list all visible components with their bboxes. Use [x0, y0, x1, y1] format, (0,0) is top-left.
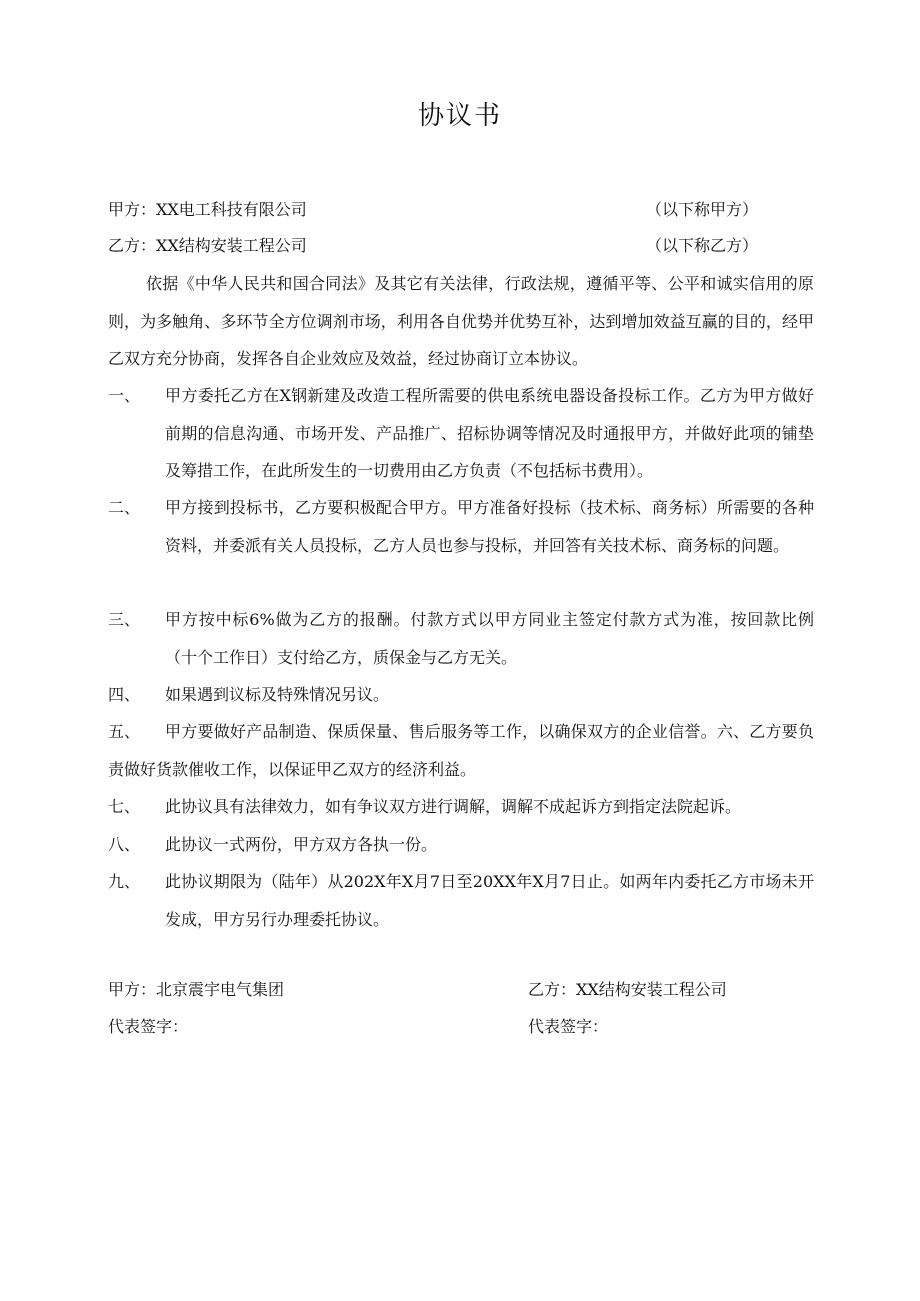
clause-5 — [108, 713, 814, 788]
signature-party-a: 甲方：北京震宇电气集团 — [108, 980, 285, 999]
clause-number: 四、 — [108, 685, 141, 704]
signature-party-b: 乙方：XX结构安装工程公司 — [528, 980, 727, 999]
clause-7 — [108, 788, 814, 826]
clause-4 — [108, 676, 814, 714]
party-b-name: 乙方：XX结构安装工程公司 — [108, 236, 307, 255]
clause-number: 九、 — [108, 872, 141, 891]
document-title: 协议书 — [417, 101, 502, 131]
party-b-alias: （以下称乙方） — [646, 236, 759, 255]
intro-paragraph: 依据《中华人民共和国合同法》及其它有关法律，行政法规，遵循平等、公平和诚实信用的原则，为多触角、多环节全方位调剂市场，利用各自优势并优势互补，达到增加效益互赢的目的，经甲乙双方充分协商，发挥各自企业效应及效益，经过协商订立本协议。 — [108, 274, 814, 368]
party-a-row — [108, 195, 808, 225]
clause-number: 五、 — [108, 722, 141, 741]
clause-2 — [108, 489, 814, 564]
clause-number: 三、 — [108, 610, 141, 629]
clause-text: 如果遇到议标及特殊情况另议。 — [165, 685, 390, 704]
clause-1 — [108, 377, 814, 490]
party-a-name: 甲方：XX电工科技有限公司 — [108, 200, 307, 219]
clause-number: 八、 — [108, 835, 141, 854]
clause-number: 二、 — [108, 498, 141, 517]
party-b-row — [108, 231, 808, 261]
representative-signature-b: 代表签字： — [528, 1017, 609, 1036]
clause-number: 一、 — [108, 386, 141, 405]
clause-text: 此协议期限为（陆年）从202X年X月7日至20XX年X月7日止。如两年内委托乙方市场未开发成，甲方另行办理委托协议。 — [165, 872, 814, 929]
clause-text: 此协议一式两份，甲方双方各执一份。 — [165, 835, 438, 854]
clause-text: 此协议具有法律效力，如有争议双方进行调解，调解不成起诉方到指定法院起诉。 — [165, 797, 742, 816]
clause-9 — [108, 863, 814, 938]
clause-number: 七、 — [108, 797, 141, 816]
clause-8 — [108, 826, 814, 864]
party-a-alias: （以下称甲方） — [646, 200, 759, 219]
clause-text: 甲方要做好产品制造、保质保量、售后服务等工作，以确保双方的企业信誉。六、乙方要负责做好货款催收工作，以保证甲乙双方的经济利益。 — [108, 722, 814, 779]
representative-signature-a: 代表签字： — [108, 1017, 189, 1036]
clause-text: 甲方接到投标书，乙方要积极配合甲方。甲方准备好投标（技术标、商务标）所需要的各种资料，并委派有关人员投标，乙方人员也参与投标，并回答有关技术标、商务标的问题。 — [165, 498, 814, 555]
clause-text: 甲方委托乙方在X钢新建及改造工程所需要的供电系统电器设备投标工作。乙方为甲方做好前期的信息沟通、市场开发、产品推广、招标协调等情况及时通报甲方，并做好此项的铺垫及筹措工作，在此所发生的一切费用由乙方负责（不包括标书费用）。 — [165, 386, 814, 480]
clause-text: 甲方按中标6%做为乙方的报酬。付款方式以甲方同业主签定付款方式为准，按回款比例（十个工作日）支付给乙方，质保金与乙方无关。 — [165, 610, 814, 667]
clause-3 — [108, 601, 814, 676]
